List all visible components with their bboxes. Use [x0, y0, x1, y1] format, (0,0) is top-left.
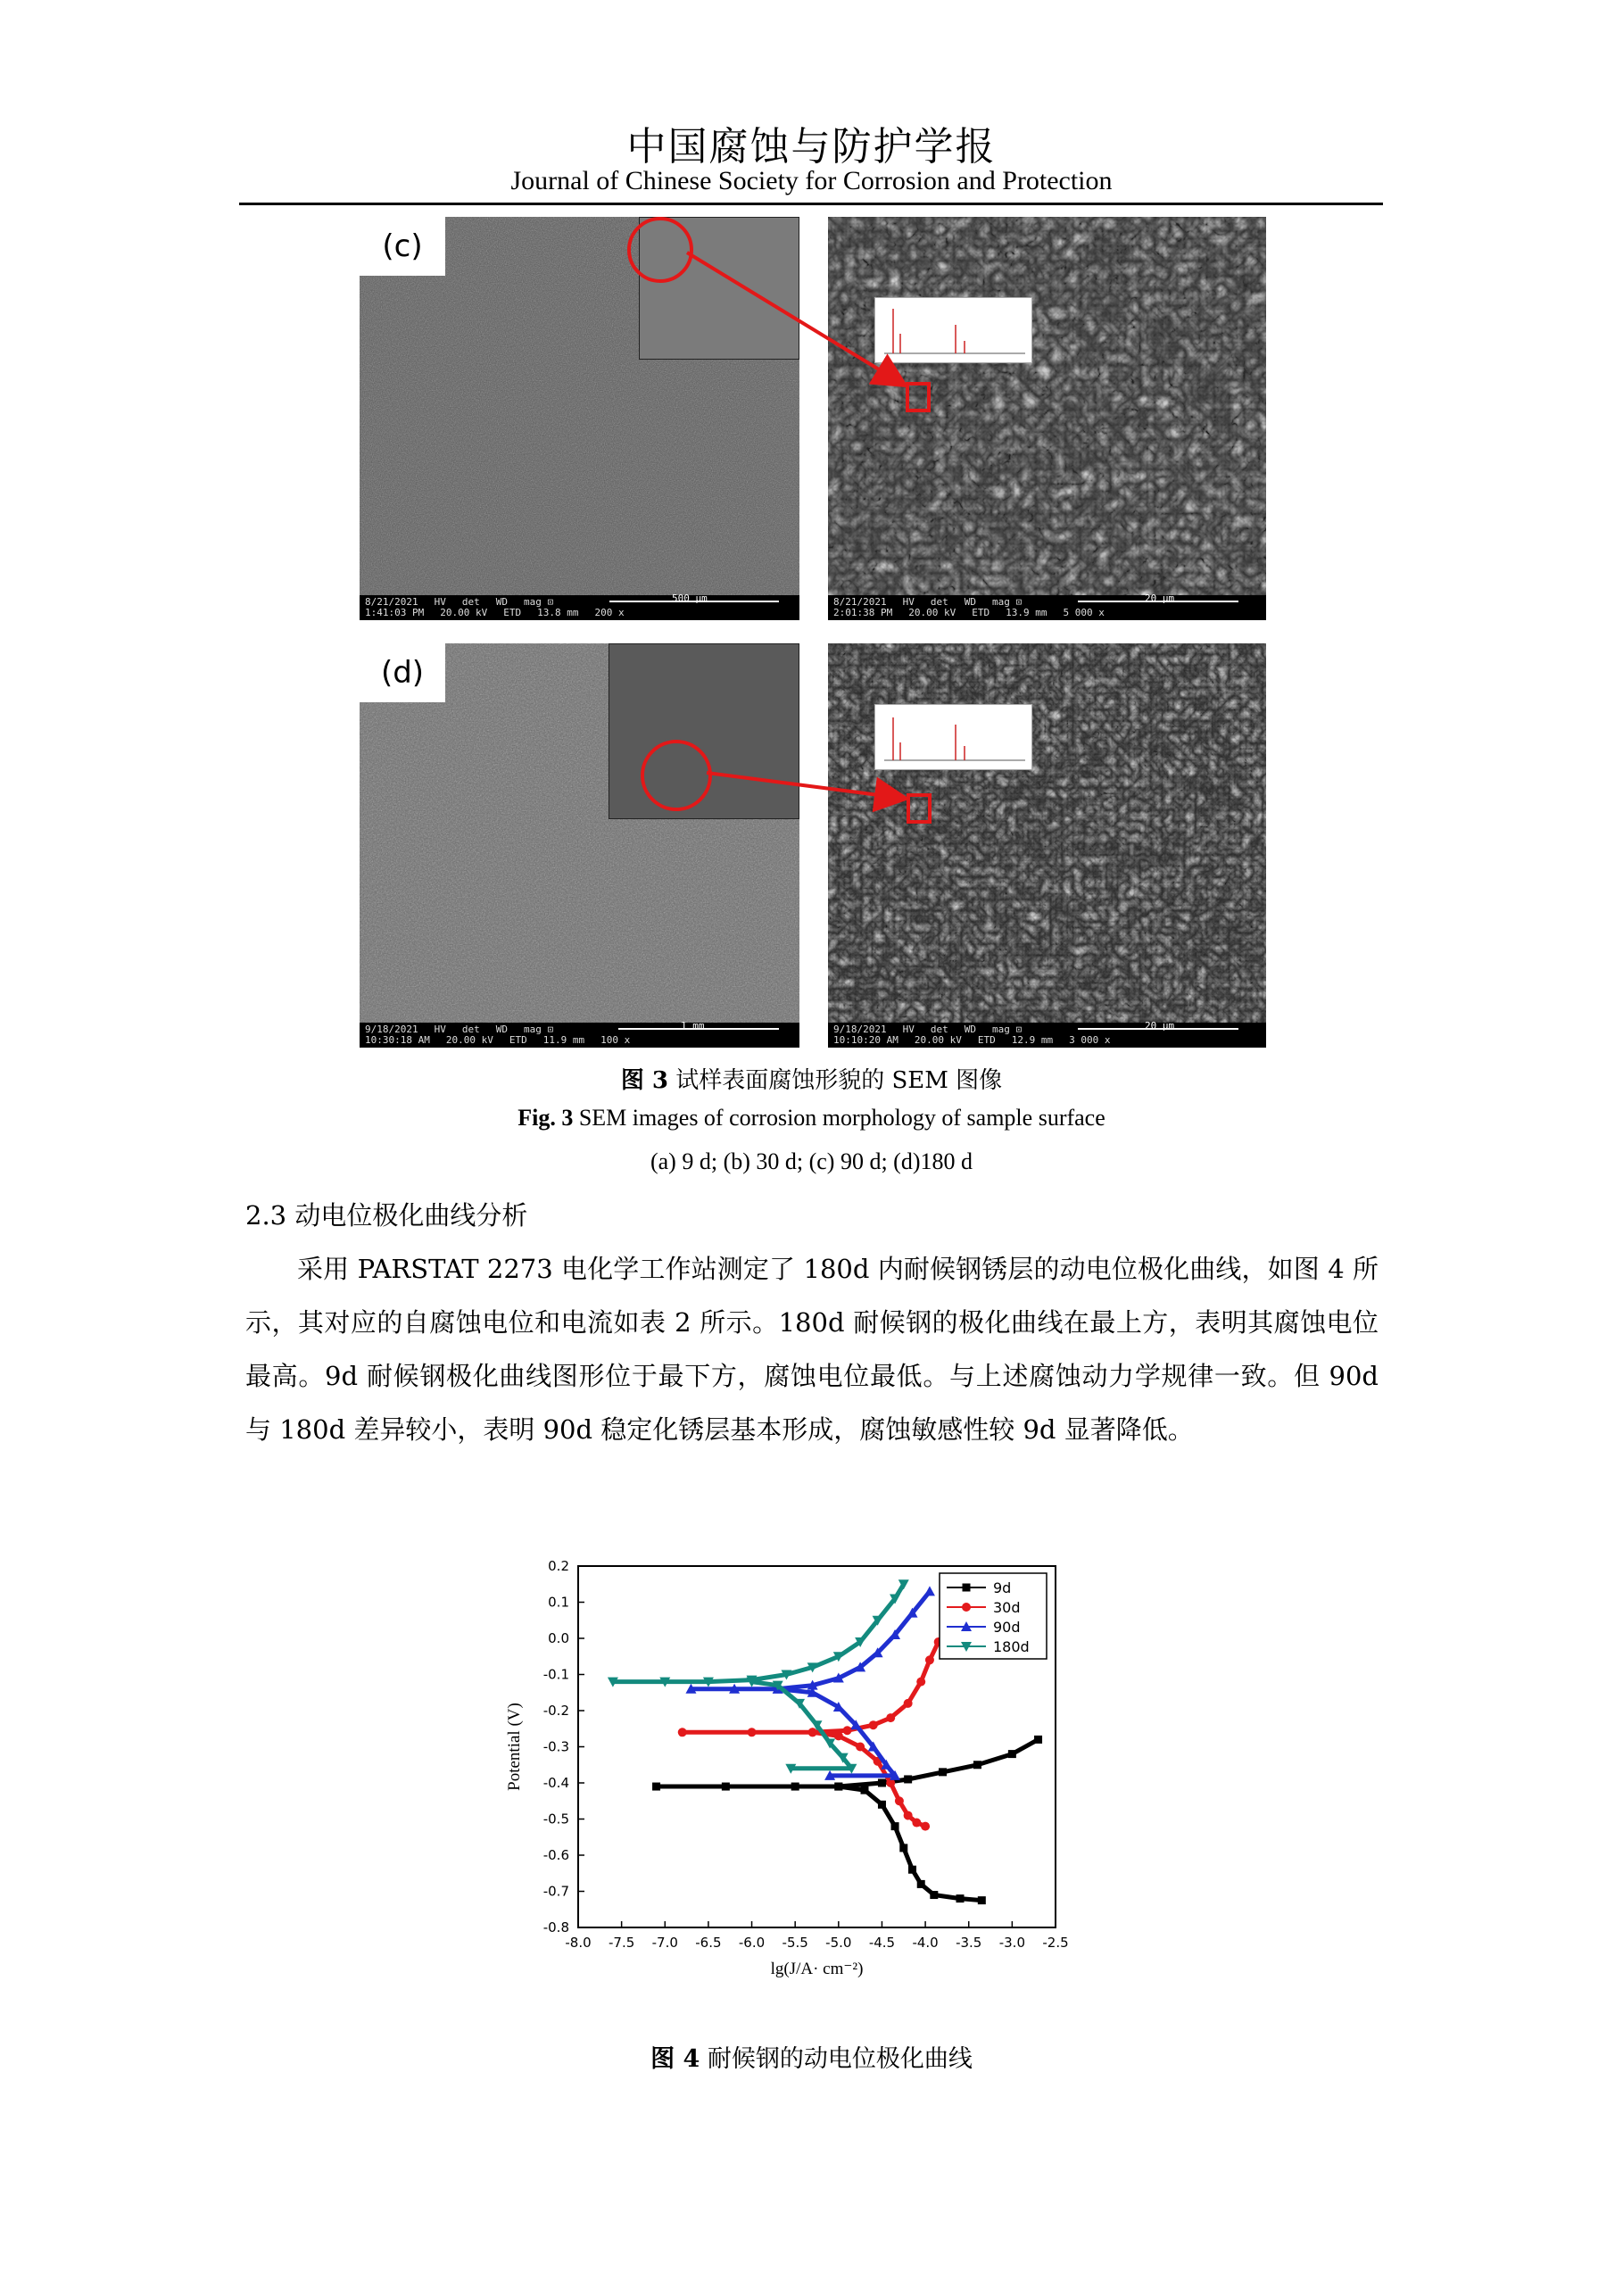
x-tick-label: -4.5 — [868, 1935, 896, 1951]
y-tick-label: -0.2 — [542, 1703, 569, 1719]
x-tick-label: -5.5 — [782, 1935, 808, 1951]
data-point-30d — [869, 1720, 878, 1729]
data-point-30d — [678, 1728, 687, 1737]
scale-label: 20 μm — [1145, 593, 1175, 604]
sem-info-bar: 9/18/2021 HV det WD mag ⊡ 10:10:20 AM 20.00 kV ETD 12.9 mm 3 000 x — [828, 1023, 1266, 1048]
data-point-9d — [930, 1891, 938, 1899]
data-point-9d — [1008, 1750, 1016, 1758]
data-point-9d — [722, 1783, 730, 1791]
scale-label: 20 μm — [1145, 1020, 1175, 1032]
data-point-90d — [924, 1586, 935, 1596]
x-tick-label: -7.5 — [608, 1935, 635, 1951]
legend-marker-9d — [963, 1584, 971, 1592]
data-point-9d — [939, 1768, 947, 1776]
figure3-caption-cn — [0, 1062, 1623, 1095]
section-paragraph: 采用 PARSTAT 2273 电化学工作站测定了 180d 内耐候钢锈层的动电位极化曲线，如图 4 所示，其对应的自腐蚀电位和电流如表 2 所示。180d 耐候钢的极化曲线在最上方，表明其腐蚀电位最高。9d 耐候钢极化曲线图形位于最下方，腐蚀电位最低。与上述腐蚀动力学规律一致。但 90d 与 180d 差异较小，表明 90d 稳定化锈层基本形成，腐蚀敏感性较 9d 显著降低。 — [245, 1254, 1379, 1445]
data-point-30d — [834, 1731, 843, 1740]
data-point-30d — [904, 1811, 913, 1819]
data-point-9d — [891, 1822, 899, 1830]
x-tick-label: -8.0 — [565, 1935, 592, 1951]
y-tick-label: -0.7 — [542, 1883, 569, 1900]
data-point-30d — [921, 1822, 930, 1831]
arrow-overlay — [0, 0, 1623, 1071]
series-line-9d-cathodic — [839, 1786, 982, 1901]
data-point-9d — [978, 1896, 986, 1904]
legend-label-9d: 9d — [993, 1579, 1012, 1596]
caption-text: SEM images of corrosion morphology of sample surface — [573, 1105, 1105, 1131]
data-point-9d — [908, 1866, 916, 1874]
data-point-30d — [925, 1655, 934, 1664]
x-tick-label: -6.0 — [738, 1935, 766, 1951]
data-point-30d — [748, 1728, 757, 1737]
figure3-caption-en — [0, 1105, 1623, 1131]
y-tick-label: -0.4 — [542, 1775, 569, 1791]
data-point-9d — [878, 1779, 886, 1787]
data-point-9d — [973, 1761, 981, 1769]
sem-info-bar: 8/21/2021 HV det WD mag ⊡ 1:41:03 PM 20.00 kV ETD 13.8 mm 200 x — [360, 595, 799, 620]
data-point-9d — [652, 1783, 660, 1791]
data-point-9d — [861, 1786, 869, 1795]
data-point-30d — [904, 1699, 913, 1708]
data-point-9d — [878, 1801, 886, 1809]
sem-info-bar: 9/18/2021 HV det WD mag ⊡ 10:30:18 AM 20.00 kV ETD 11.9 mm 100 x — [360, 1023, 799, 1048]
sem-info-bar: 8/21/2021 HV det WD mag ⊡ 2:01:38 PM 20.00 kV ETD 13.9 mm 5 000 x — [828, 595, 1266, 620]
caption-label: 图 4 — [650, 2045, 700, 2073]
scale-label: 1 mm — [681, 1020, 705, 1032]
x-tick-label: -7.0 — [651, 1935, 678, 1951]
y-axis-label: Potential (V) — [505, 1703, 524, 1791]
journal-title-en: Journal of Chinese Society for Corrosion and Protection — [510, 166, 1113, 195]
data-point-30d — [843, 1726, 852, 1735]
data-point-30d — [916, 1678, 925, 1687]
series-line-90d-anodic — [691, 1591, 931, 1688]
x-tick-label: -2.5 — [1042, 1935, 1069, 1951]
y-tick-label: -0.6 — [542, 1847, 569, 1863]
data-point-30d — [856, 1743, 865, 1752]
y-tick-label: 0.0 — [548, 1630, 569, 1646]
x-tick-label: -3.0 — [998, 1935, 1026, 1951]
caption-label: Fig. 3 — [518, 1105, 574, 1131]
caption-text: 耐候钢的动电位极化曲线 — [700, 2045, 973, 2073]
polarization-chart-svg — [500, 1548, 1089, 1985]
caption-label: 图 3 — [620, 1067, 668, 1094]
x-tick-label: -3.5 — [956, 1935, 982, 1951]
y-tick-label: -0.1 — [542, 1666, 569, 1683]
figure3-caption-sub: (a) 9 d; (b) 30 d; (c) 90 d; (d)180 d — [650, 1148, 973, 1174]
y-tick-label: 0.2 — [548, 1558, 569, 1574]
scale-label: 500 μm — [672, 593, 708, 604]
x-tick-label: -6.5 — [695, 1935, 722, 1951]
x-tick-label: -4.0 — [912, 1935, 939, 1951]
data-point-9d — [834, 1783, 842, 1791]
y-tick-label: -0.3 — [542, 1738, 569, 1755]
data-point-30d — [808, 1728, 817, 1737]
data-point-30d — [912, 1819, 921, 1828]
x-tick-label: -5.0 — [825, 1935, 852, 1951]
data-point-9d — [1034, 1736, 1042, 1744]
figure4-chart — [500, 1548, 1089, 1985]
panel-label-d: (d) — [360, 643, 445, 702]
data-point-9d — [917, 1880, 925, 1888]
section-title: 2.3 动电位极化曲线分析 — [245, 1200, 528, 1231]
panel-label-c: (c) — [360, 217, 445, 276]
journal-title-cn: 中国腐蚀与防护学报 — [626, 124, 997, 170]
legend-label-180d: 180d — [993, 1638, 1030, 1655]
legend-label-30d: 30d — [993, 1599, 1021, 1616]
data-point-9d — [956, 1894, 965, 1902]
caption-text: 试样表面腐蚀形貌的 SEM 图像 — [667, 1067, 1003, 1094]
legend-label-90d: 90d — [993, 1619, 1021, 1636]
arrow-d — [707, 773, 899, 798]
data-point-9d — [791, 1783, 799, 1791]
series-line-180d-cathodic — [752, 1682, 852, 1769]
data-point-30d — [895, 1796, 904, 1805]
y-tick-label: 0.1 — [548, 1594, 569, 1611]
data-point-9d — [904, 1775, 912, 1783]
data-point-30d — [886, 1713, 895, 1722]
y-tick-label: -0.8 — [542, 1919, 569, 1935]
legend-marker-30d — [962, 1603, 971, 1612]
y-tick-label: -0.5 — [542, 1811, 569, 1828]
x-axis-label: lg(J/A· cm⁻²) — [770, 1960, 864, 1978]
figure4-caption — [0, 2039, 1623, 2074]
data-point-9d — [899, 1844, 907, 1852]
arrow-c — [687, 253, 899, 382]
